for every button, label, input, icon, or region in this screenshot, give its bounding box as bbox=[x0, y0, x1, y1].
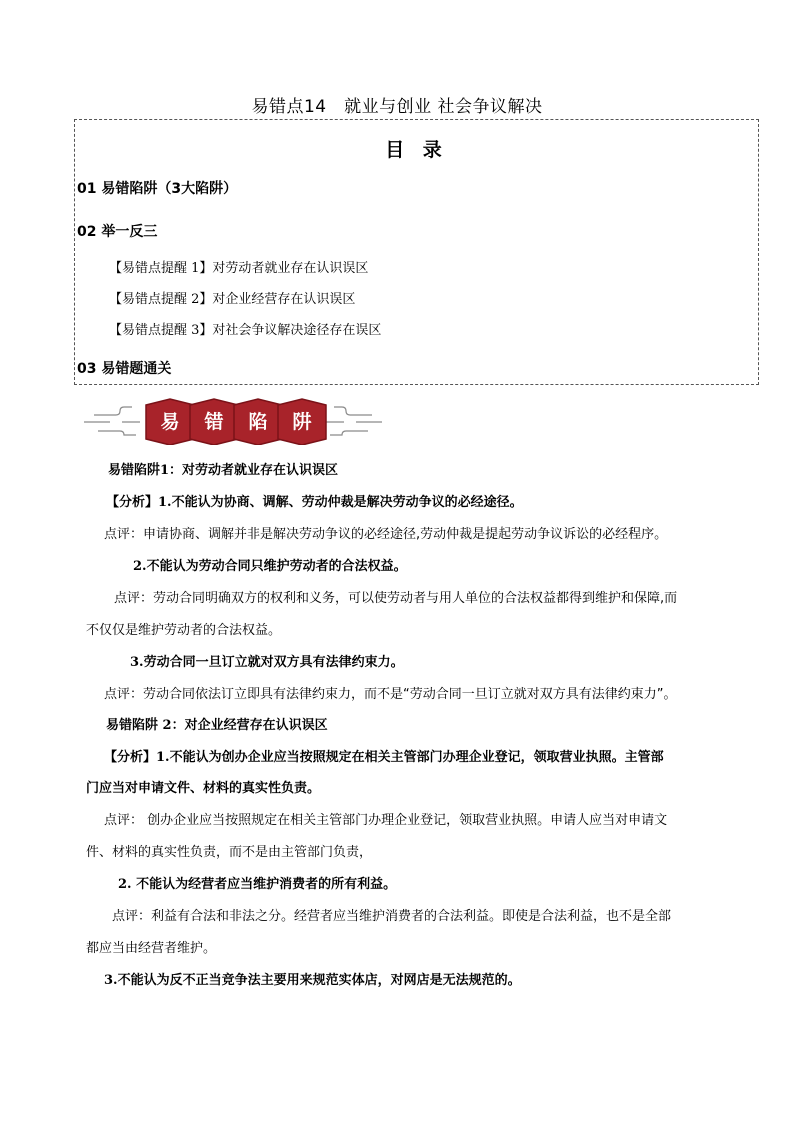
trap2-title: 易错陷阱 2：对企业经营存在认识误区 bbox=[106, 718, 328, 733]
trap2-analysis-point-2: 2. 不能认为经营者应当维护消费者的所有利益。 bbox=[118, 877, 397, 892]
trap2-analysis-point-1-line-2: 门应当对申请文件、材料的真实性负责。 bbox=[86, 781, 321, 796]
right-ornament-icon bbox=[326, 407, 382, 435]
toc-sub-reminder-3[interactable]: 【易错点提醒 3】对社会争议解决途径存在误区 bbox=[109, 323, 382, 338]
trap1-comment-3: 点评：劳动合同依法订立即具有法律约束力，而不是“劳动合同一旦订立就对双方具有法律约束力”。 bbox=[104, 687, 677, 702]
trap1-analysis-point-2: 2.不能认为劳动合同只维护劳动者的合法权益。 bbox=[133, 559, 407, 574]
left-ornament-icon bbox=[84, 407, 140, 435]
trap1-title: 易错陷阱1：对劳动者就业存在认识误区 bbox=[108, 463, 339, 478]
banner-char-3: 陷 bbox=[248, 411, 268, 433]
toc-box bbox=[74, 119, 759, 385]
trap2-comment-1-line-2: 件、材料的真实性负责，而不是由主管部门负责， bbox=[86, 845, 373, 860]
toc-heading: 目 录 bbox=[385, 139, 448, 161]
trap2-analysis-point-3: 3.不能认为反不正当竞争法主要用来规范实体店，对网店是无法规范的。 bbox=[104, 973, 521, 988]
trap1-comment-1: 点评：申请协商、调解并非是解决劳动争议的必经途径,劳动仲裁是提起劳动争议诉讼的必经程序。 bbox=[104, 527, 668, 542]
banner-char-1: 易 bbox=[160, 411, 180, 433]
trap2-comment-1-line-1: 点评： 创办企业应当按照规定在相关主管部门办理企业登记，领取营业执照。申请人应当对申请文 bbox=[104, 813, 668, 828]
toc-item-exercises[interactable]: 03 易错题通关 bbox=[77, 361, 172, 377]
toc-item-examples[interactable]: 02 举一反三 bbox=[77, 224, 158, 240]
trap1-analysis-point-3: 3.劳动合同一旦订立就对双方具有法律约束力。 bbox=[130, 655, 404, 670]
trap1-comment-2-line-1: 点评：劳动合同明确双方的权利和义务，可以使劳动者与用人单位的合法权益都得到维护和保障,而 bbox=[114, 591, 678, 606]
trap2-analysis-point-1-line-1: 【分析】1.不能认为创办企业应当按照规定在相关主管部门办理企业登记，领取营业执照。主管部 bbox=[104, 750, 664, 765]
trap2-comment-2-line-1: 点评：利益有合法和非法之分。经营者应当维护消费者的合法利益。即使是合法利益，也不是全部 bbox=[112, 909, 672, 924]
banner-char-2: 错 bbox=[204, 411, 224, 433]
section-banner bbox=[84, 395, 382, 445]
toc-sub-reminder-1[interactable]: 【易错点提醒 1】对劳动者就业存在认识误区 bbox=[109, 261, 369, 276]
banner-char-4: 阱 bbox=[292, 411, 312, 433]
trap1-analysis-point-1: 【分析】1.不能认为协商、调解、劳动仲裁是解决劳动争议的必经途径。 bbox=[106, 495, 523, 510]
trap1-comment-2-line-2: 不仅仅是维护劳动者的合法权益。 bbox=[86, 623, 282, 638]
toc-sub-reminder-2[interactable]: 【易错点提醒 2】对企业经营存在认识误区 bbox=[109, 292, 356, 307]
page-title: 易错点14 就业与创业 社会争议解决 bbox=[251, 97, 543, 117]
toc-item-traps[interactable]: 01 易错陷阱（3大陷阱） bbox=[77, 181, 238, 197]
trap2-comment-2-line-2: 都应当由经营者维护。 bbox=[86, 941, 217, 956]
